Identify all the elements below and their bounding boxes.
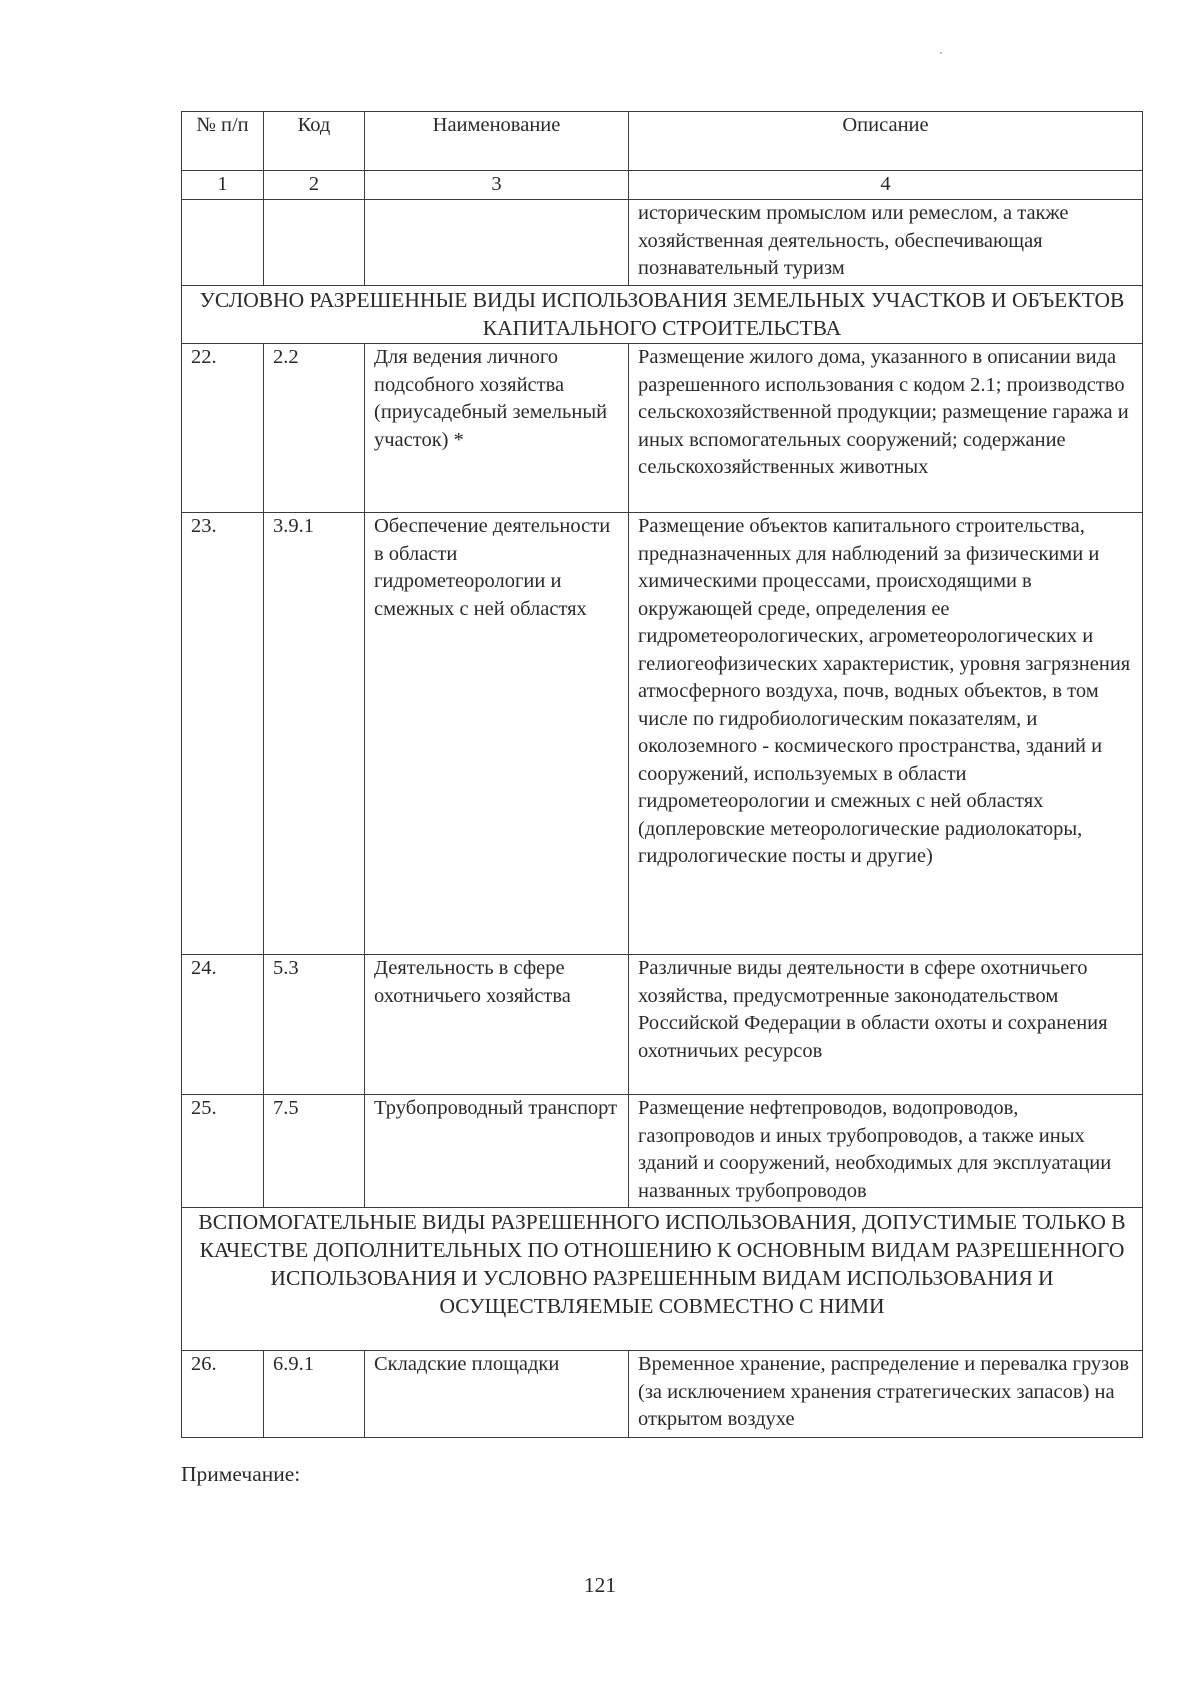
table-row [182, 955, 1143, 1095]
continuation-row [182, 200, 1143, 286]
empty-cell [365, 200, 629, 286]
table-header-row [182, 112, 1143, 171]
column-number: 4 [629, 171, 1143, 200]
row-description: Размещение нефтепроводов, водопроводов, газопроводов и иных трубопроводов, а также иных зданий и сооружений, необходимых для эксплуатации названных трубопроводов [629, 1095, 1143, 1208]
header-description: Описание [629, 112, 1143, 171]
column-number-row [182, 171, 1143, 200]
row-description: Размещение жилого дома, указанного в описании вида разрешенного использования с кодом 2.1; производство сельскохозяйственной продукции; размещение гаража и иных вспомогательных сооружений; содержание сельскохозяйственных животных [629, 344, 1143, 513]
table-row [182, 1351, 1143, 1438]
row-num: 22. [182, 344, 264, 513]
row-description: историческим промыслом или ремеслом, а также хозяйственная деятельность, обеспечивающая познавательный туризм [629, 200, 1143, 286]
land-use-table [181, 111, 1143, 1438]
section-heading-conditional: УСЛОВНО РАЗРЕШЕННЫЕ ВИДЫ ИСПОЛЬЗОВАНИЯ ЗЕМЕЛЬНЫХ УЧАСТКОВ И ОБЪЕКТОВ КАПИТАЛЬНОГО СТРОИТЕЛЬСТВА [182, 286, 1143, 344]
row-name: Деятельность в сфере охотничьего хозяйства [365, 955, 629, 1095]
row-num: 24. [182, 955, 264, 1095]
row-code: 3.9.1 [264, 513, 365, 955]
empty-cell [264, 200, 365, 286]
page-number: 121 [583, 1573, 617, 1597]
row-name: Обеспечение деятельности в области гидрометеорологии и смежных с ней областях [365, 513, 629, 955]
row-description: Различные виды деятельности в сфере охотничьего хозяйства, предусмотренные законодательством Российской Федерации в области охоты и сохранения охотничьих ресурсов [629, 955, 1143, 1095]
note-label: Примечание: [181, 1462, 301, 1486]
table-row [182, 344, 1143, 513]
section-row-auxiliary [182, 1208, 1143, 1351]
row-description: Временное хранение, распределение и перевалка грузов (за исключением хранения стратегических запасов) на открытом воздухе [629, 1351, 1143, 1438]
row-code: 6.9.1 [264, 1351, 365, 1438]
section-row-conditional [182, 286, 1143, 344]
row-name: Складские площадки [365, 1351, 629, 1438]
row-num: 23. [182, 513, 264, 955]
table-row [182, 1095, 1143, 1208]
row-code: 2.2 [264, 344, 365, 513]
header-num: № п/п [182, 112, 264, 171]
row-code: 5.3 [264, 955, 365, 1095]
table-row [182, 513, 1143, 955]
column-number: 2 [264, 171, 365, 200]
row-name: Трубопроводный транспорт [365, 1095, 629, 1208]
row-name: Для ведения личного подсобного хозяйства (приусадебный земельный участок) * [365, 344, 629, 513]
scan-speck [940, 52, 942, 54]
row-num: 26. [182, 1351, 264, 1438]
header-code: Код [264, 112, 365, 171]
row-description: Размещение объектов капитального строительства, предназначенных для наблюдений за физическими и химическими процессами, происходящими в окружающей среде, определения ее гидрометеорологических, агрометеорологических и гелиогеофизических характеристик, уровня загрязнения атмосферного воздуха, почв, водных объектов, в том числе по гидробиологическим показателям, и околоземного - космического пространства, зданий и сооружений, используемых в области гидрометеорологии и смежных с ней областях (доплеровские метеорологические радиолокаторы, гидрологические посты и другие) [629, 513, 1143, 955]
empty-cell [182, 200, 264, 286]
row-num: 25. [182, 1095, 264, 1208]
row-code: 7.5 [264, 1095, 365, 1208]
column-number: 1 [182, 171, 264, 200]
header-name: Наименование [365, 112, 629, 171]
column-number: 3 [365, 171, 629, 200]
section-heading-auxiliary: ВСПОМОГАТЕЛЬНЫЕ ВИДЫ РАЗРЕШЕННОГО ИСПОЛЬЗОВАНИЯ, ДОПУСТИМЫЕ ТОЛЬКО В КАЧЕСТВЕ ДОПОЛНИТЕЛЬНЫХ ПО ОТНОШЕНИЮ К ОСНОВНЫМ ВИДАМ РАЗРЕШЕННОГО ИСПОЛЬЗОВАНИЯ И УСЛОВНО РАЗРЕШЕННЫМ ВИДАМ ИСПОЛЬЗОВАНИЯ И ОСУЩЕСТВЛЯЕМЫЕ СОВМЕСТНО С НИМИ [182, 1208, 1143, 1351]
